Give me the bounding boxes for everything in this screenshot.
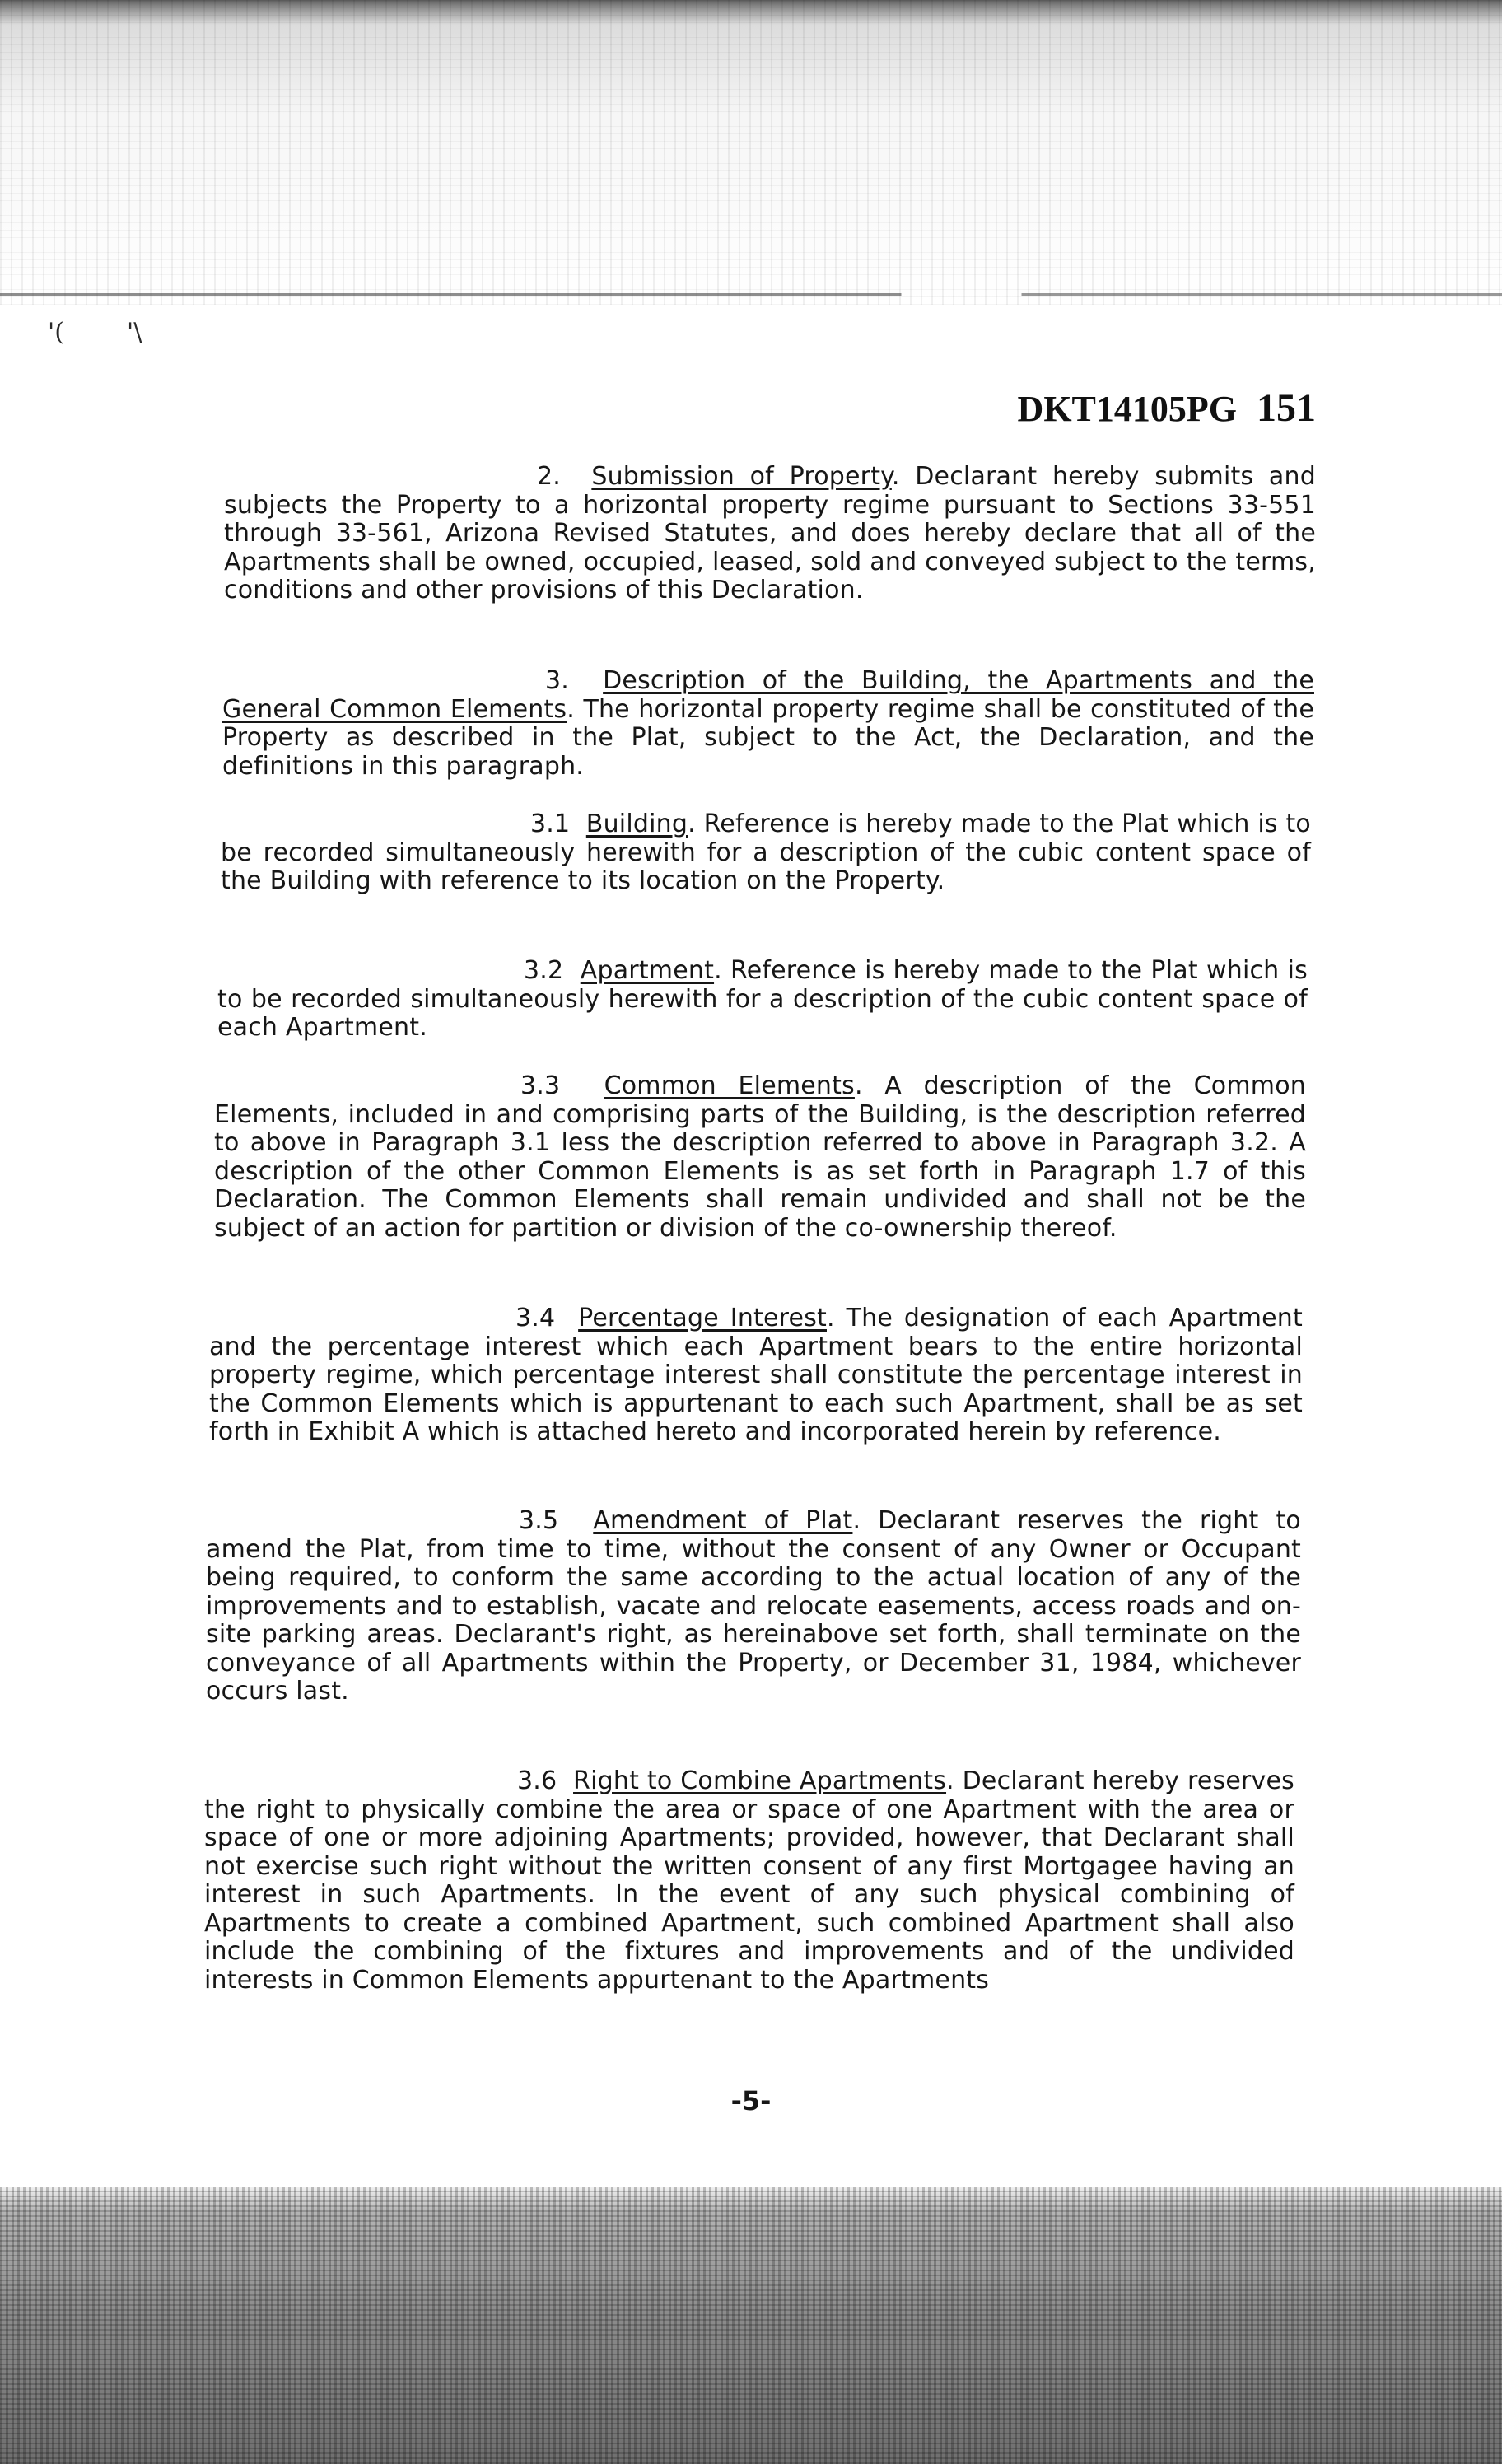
paragraph-heading: Submission of Property <box>591 462 892 491</box>
docket-stamp <box>1018 385 1316 431</box>
paragraph-heading: Amendment of Plat <box>593 1506 853 1535</box>
page-number: -5- <box>730 2085 772 2116</box>
paragraph-3-6: 3.6 Right to Combine Apartments. Declarant hereby reserves the right to physically combine the area or space of one Apartment with the area or space of one or more adjoining Apartments; provided, however, that Declarant shall not exercise such right without the written consent of any first Mortgagee having an interest in such Apartments. In the event of any such physical combining of Apartments to create a combined Apartment, such combined Apartment shall also include the combining of the fixtures and improvements and of the undivided interests in Common Elements appurtenant to the Apartments <box>204 1766 1294 1995</box>
paragraph-heading: Description of the Building, the Apartments and the General Common Elements <box>222 666 1314 724</box>
paragraph-heading: Percentage Interest <box>578 1304 827 1332</box>
docket-page: 151 <box>1257 386 1316 430</box>
paragraph-3-5: 3.5 Amendment of Plat. Declarant reserves the right to amend the Plat, from time to time, without the consent of any Owner or Occupant being required, to conform the same according to the actual location of any of the improvements and to establish, vacate and relocate easements, access roads and on-site parking areas. Declarant's right, as hereinabove set forth, shall terminate on the conveyance of all Apartments within the Property, or December 31, 1984, whichever occurs last. <box>206 1506 1301 1706</box>
paragraph-heading: Right to Combine Apartments <box>573 1766 947 1795</box>
paragraph-3-4: 3.4 Percentage Interest. The designation of each Apartment and the percentage interest which each Apartment bears to the entire horizontal property regime, which percentage interest shall constitute the percentage interest in the Common Elements which is appurtenant to each such Apartment, shall be as set forth in Exhibit A which is attached hereto and incorporated herein by reference. <box>209 1304 1303 1446</box>
paragraph-heading: Common Elements <box>604 1071 855 1100</box>
scan-noise-bottom <box>0 2187 1502 2464</box>
paragraph-2: 2. Submission of Property. Declarant hereby submits and subjects the Property to a horizontal property regime pursuant to Sections 33-551 through 33-561, Arizona Revised Statutes, and does hereby declare that all of the Apartments shall be owned, occupied, leased, sold and conveyed subject to the terms, conditions and other provisions of this Declaration. <box>224 462 1316 604</box>
docket-ref: DKT14105PG <box>1017 389 1237 429</box>
paragraph-3-3: 3.3 Common Elements. A description of the Common Elements, included in and comprising parts of the Building, is the description referred to above in Paragraph 3.1 less the description referred to above in Paragraph 3.2. A description of the other Common Elements is as set forth in Paragraph 1.7 of this Declaration. The Common Elements shall remain undivided and shall not be the subject of an action for partition or division of the co-ownership thereof. <box>214 1071 1306 1243</box>
paragraph-heading: Building <box>585 810 688 838</box>
scan-rule-line <box>0 293 1502 296</box>
paragraph-3-2: 3.2 Apartment. Reference is hereby made to the Plat which is to be recorded simultaneously herewith for a description of the cubic content space of each Apartment. <box>217 956 1308 1042</box>
scan-noise-top <box>0 0 1502 305</box>
margin-mark-left: '( <box>48 318 64 347</box>
paragraph-3: 3. Description of the Building, the Apartments and the General Common Elements. The horizontal property regime shall be constituted of the Property as described in the Plat, subject to the Act, the Declaration, and the definitions in this paragraph. <box>222 666 1314 781</box>
paragraph-heading: Apartment <box>580 956 715 985</box>
margin-mark-right: '\ <box>127 318 142 347</box>
paragraph-3-1: 3.1 Building. Reference is hereby made to the Plat which is to be recorded simultaneously herewith for a description of the cubic content space of the Building with reference to its location on the Property. <box>221 810 1311 895</box>
